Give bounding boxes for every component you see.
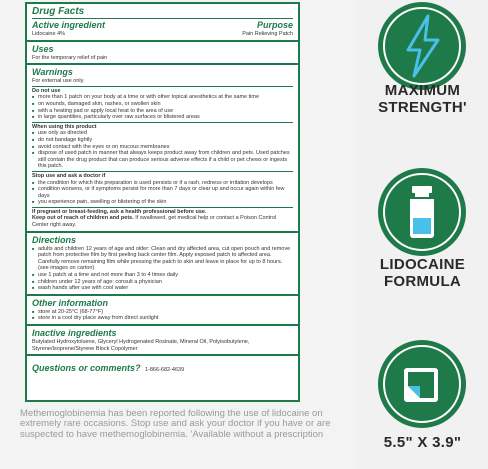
drug-facts-box (25, 2, 300, 402)
inactive-section (27, 326, 298, 356)
list-item: ■ condition worsens, or if symptoms persist for more than 7 days or clear up and occur again within few days (32, 186, 293, 199)
warnings-section (27, 65, 298, 232)
feature-label-line: LIDOCAINE (379, 256, 466, 273)
warnings-external: For external use only. (32, 78, 85, 85)
list-item: ■ use only as directed (32, 130, 293, 137)
feature-label-line: MAXIMUM (384, 82, 461, 99)
features-column (357, 0, 488, 469)
feature-label-line: STRENGTH' (378, 99, 467, 116)
list-item: ■ store at 20-25°C (68-77°F) (32, 309, 293, 316)
stop-use-heading: Stop use and ask a doctor if (32, 172, 106, 179)
list-item: ■ children under 12 years of age: consult a physician (32, 279, 293, 286)
methemoglobinemia-footnote: Methemoglobinemia has been reported following the use of lidocaine on extremely rare occasions. Stop use and ask your doctor if you have or are suspected to have methemoglobinemia. 'Available without a prescription (20, 408, 331, 440)
directions-section (27, 233, 298, 296)
uses-heading: Uses (32, 43, 54, 54)
other-info-heading: Other information (32, 297, 108, 308)
list-item: ■ on wounds, damaged skin, rashes, or swollen skin (32, 101, 293, 108)
list-item: ■ the condition for which this preparation is used persists or if a rash, redness or irritation develops (32, 180, 293, 187)
list-item: ■ wash hands after use with cool water (32, 285, 293, 292)
keep-out-text: If swallowed, get medical help or contact a Poison Control Center right away. (32, 215, 277, 229)
keep-out-heading: Keep out of reach of children and pets. (32, 215, 134, 222)
purpose-value: Pain Relieving Patch (242, 31, 293, 37)
patch-icon (378, 340, 466, 428)
questions-section (27, 356, 298, 378)
list-item: ■ with a heating pad or apply local heat to the area of use (32, 108, 293, 115)
pregnancy-warning: If pregnant or breast-feeding, ask a health professional before use. (32, 208, 207, 215)
feature-label-strength (357, 82, 488, 116)
questions-heading: Questions or comments? (32, 363, 141, 374)
list-item: ■ you experience pain, swelling or blistering of the skin (32, 199, 293, 206)
drug-facts-title: Drug Facts (32, 6, 85, 17)
vial-icon (378, 168, 466, 256)
feature-label-formula (357, 256, 488, 290)
active-ingredient-heading: Active ingredient (32, 20, 106, 30)
when-using-heading: When using this product (32, 123, 97, 130)
other-info-section (27, 296, 298, 326)
do-not-use-heading: Do not use (32, 87, 61, 94)
directions-heading: Directions (32, 234, 77, 245)
purpose-heading: Purpose (256, 20, 293, 30)
active-ingredient-value: Lidocaine 4% (32, 31, 66, 37)
drug-facts-header-section (27, 4, 298, 42)
list-item: ■ use 1 patch at a time and not more than 3 to 4 times daily (32, 272, 293, 279)
questions-phone: 1-866-682-4639 (144, 367, 185, 374)
uses-section (27, 42, 298, 66)
list-item: ■ dispose of used patch in manner that always keeps product away from children and pets. Used patches still contain the drug product that can produce serious adverse effects if a child or pet chews or ingests this patch. (32, 150, 293, 170)
feature-label-line: 5.5" X 3.9" (383, 434, 462, 451)
inactive-heading: Inactive ingredients (32, 328, 117, 338)
warnings-heading: Warnings (32, 67, 73, 78)
list-item: ■ do not bandage tightly (32, 137, 293, 144)
inactive-text: Butylated Hydroxytoluene, Glyceryl Hydrogenated Rosinate, Mineral Oil, Polyisobutylene, Styrene/Isoprene/Styrene Block Copolymer (32, 339, 250, 352)
feature-label-size (357, 434, 488, 451)
list-item: ■ more than 1 patch on your body at a time or with other topical anesthetics at the same time (32, 94, 293, 101)
list-item: ■ store in a cool dry place away from direct sunlight (32, 315, 293, 322)
lightning-bolt-icon (378, 2, 466, 90)
uses-text: For the temporary relief of pain (32, 54, 108, 61)
list-item: ■ adults and children 12 years of age and older: Clean and dry affected area, cut open pouch and remove patch from protective film by first peeling back center film. Apply exposed patch to affected area. Carefully remove remaining film while pressing the patch to skin and leave in place for up to 8 hours. (see images on carton) (32, 246, 293, 272)
list-item: ■ avoid contact with the eyes or on mucous membranes (32, 144, 293, 151)
list-item: ■ in large quantities, particularly over raw surfaces or blistered areas (32, 114, 293, 121)
feature-label-line: FORMULA (383, 273, 462, 290)
